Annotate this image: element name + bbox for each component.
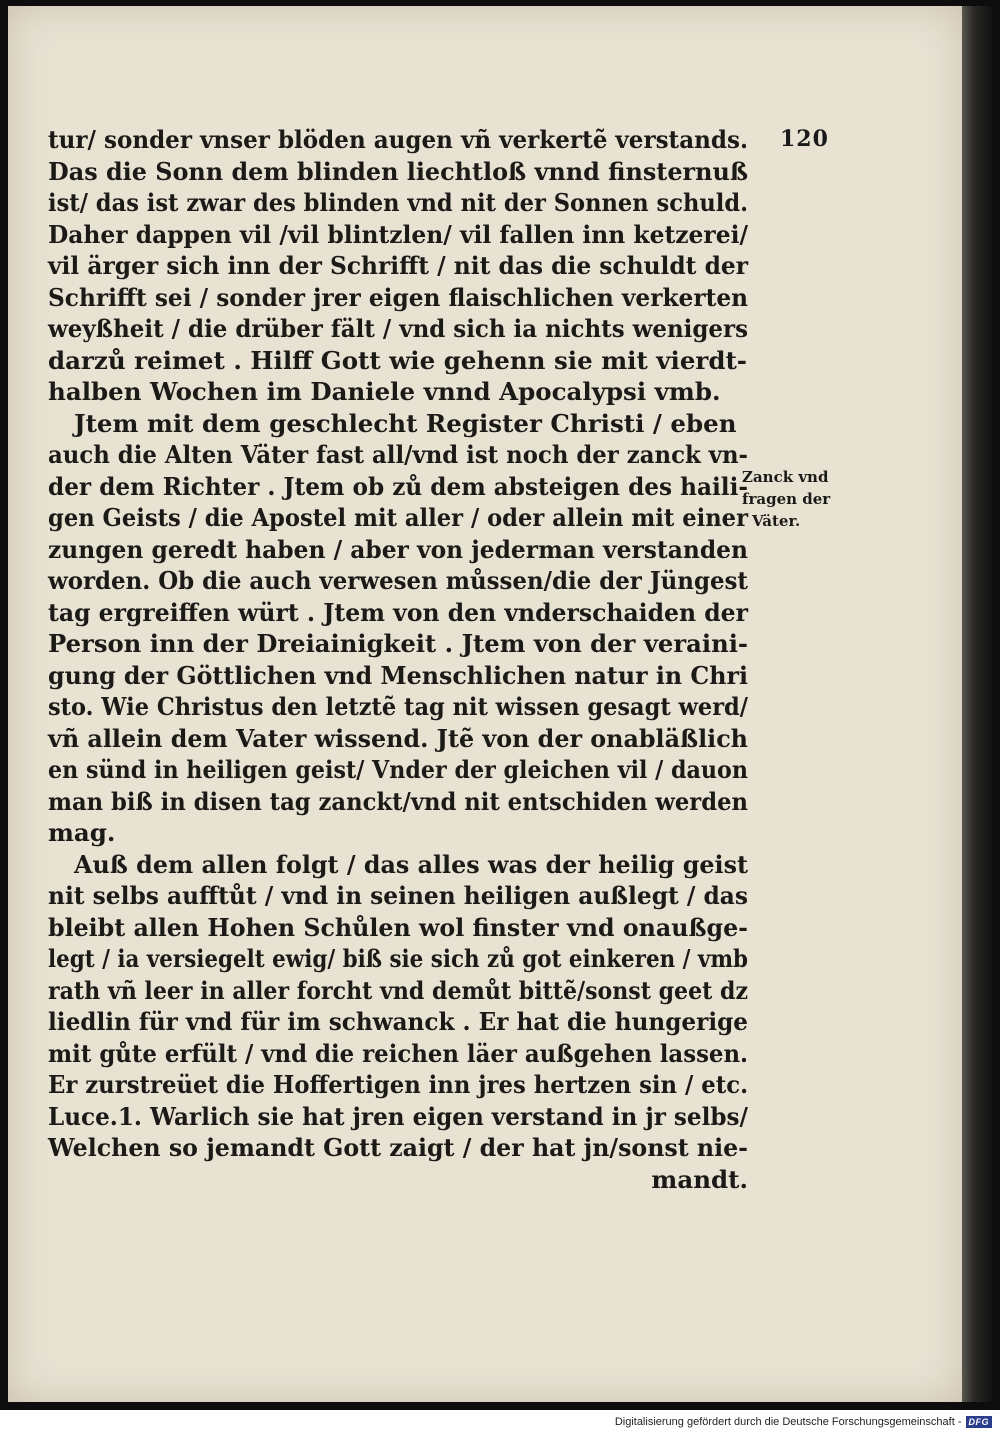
footer-credit-text: Digitalisierung gefördert durch die Deutsche Forschungsgemeinschaft - <box>614 1416 962 1428</box>
text-line: sto. Wie Christus den letztẽ tag nit wissen gesagt werd/ <box>48 692 748 721</box>
text-line: nit selbs aufftůt / vnd in seinen heiligen außlegt / das <box>48 881 748 910</box>
margin-note-line: Väter. <box>752 512 801 530</box>
text-line: halben Wochen im Daniele vnnd Apocalypsi vmb. <box>48 377 721 406</box>
text-line: Luce.1. Warlich sie hat jren eigen verstand in jr selbs/ <box>48 1101 748 1131</box>
text-line: rath vñ leer in aller forcht vnd demůt bittẽ/sonst geet dz <box>48 975 748 1005</box>
text-line: Auß dem allen folgt / das alles was der heilig geist <box>74 849 748 879</box>
text-line: legt / ia versiegelt ewig/ biß sie sich zů got einkeren / vmb <box>48 944 748 973</box>
book-page <box>8 6 962 1402</box>
text-line: gen Geists / die Apostel mit aller / oder allein mit einer <box>48 503 748 532</box>
text-line: man biß in disen tag zanckt/vnd nit entschiden werden <box>48 786 748 816</box>
text-line: Daher dappen vil /vil blintzlen/ vil fallen inn ketzerei/ <box>48 219 748 249</box>
text-line: liedlin für vnd für im schwanck . Er hat die hungerige <box>48 1007 748 1036</box>
margin-note-line: fragen der <box>742 490 831 508</box>
text-line: worden. Ob die auch verwesen můssen/die der Jüngest <box>48 566 748 595</box>
text-line: zungen geredt haben / aber von jederman verstanden <box>48 534 748 564</box>
margin-note <box>742 466 830 532</box>
text-line: der dem Richter . Jtem ob zů dem absteigen des haili- <box>48 471 748 501</box>
text-line: tag ergreiffen würt . Jtem von den vnderschaiden der <box>48 597 748 627</box>
text-line: gung der Göttlichen vnd Menschlichen natur in Chri <box>48 660 748 690</box>
text-line: mit gůte erfült / vnd die reichen läer außgehen lassen. <box>48 1038 748 1068</box>
text-line: vil ärger sich inn der Schrifft / nit das die schuldt der <box>48 251 748 280</box>
text-line: vñ allein dem Vater wissend. Jtẽ von der onabläßlich <box>48 723 748 753</box>
dfg-logo[interactable]: DFG <box>966 1416 993 1428</box>
text-line: mandt. <box>651 1164 748 1194</box>
text-line: en sünd in heiligen geist/ Vnder der gleichen vil / dauon <box>48 755 748 784</box>
margin-note-line: Zanck vnd <box>742 468 829 486</box>
text-line: tur/ sonder vnser blöden augen vñ verkertẽ verstands. <box>48 125 748 154</box>
text-line: Schrifft sei / sonder jrer eigen flaischlichen verkerten <box>48 282 748 312</box>
text-line: darzů reimet . Hilff Gott wie gehenn sie mit vierdt- <box>48 345 747 375</box>
text-line: Jtem mit dem geschlecht Register Christi / eben <box>74 408 737 438</box>
text-line: ist/ das ist zwar des blinden vnd nit der Sonnen schuld. <box>48 188 748 217</box>
text-line: bleibt allen Hohen Schůlen wol finster vnd onaußge- <box>48 912 748 942</box>
page-number: 120 <box>780 126 829 152</box>
body-text <box>48 124 748 1195</box>
page-edge-shadow <box>962 6 992 1402</box>
text-line: Das die Sonn dem blinden liechtloß vnnd finsternuß <box>48 156 748 186</box>
text-line: mag. <box>48 818 116 847</box>
text-line: weyßheit / die drüber fält / vnd sich ia nichts wenigers <box>48 314 748 343</box>
text-line: auch die Alten Väter fast all/vnd ist noch der zanck vn- <box>48 440 748 469</box>
footer-credit <box>0 1410 1000 1434</box>
text-line: Er zurstreüet die Hoffertigen inn jres hertzen sin / etc. <box>48 1070 748 1099</box>
text-line: Person inn der Dreiainigkeit . Jtem von der veraini- <box>48 629 748 658</box>
text-line: Welchen so jemandt Gott zaigt / der hat jn/sonst nie- <box>48 1133 748 1162</box>
